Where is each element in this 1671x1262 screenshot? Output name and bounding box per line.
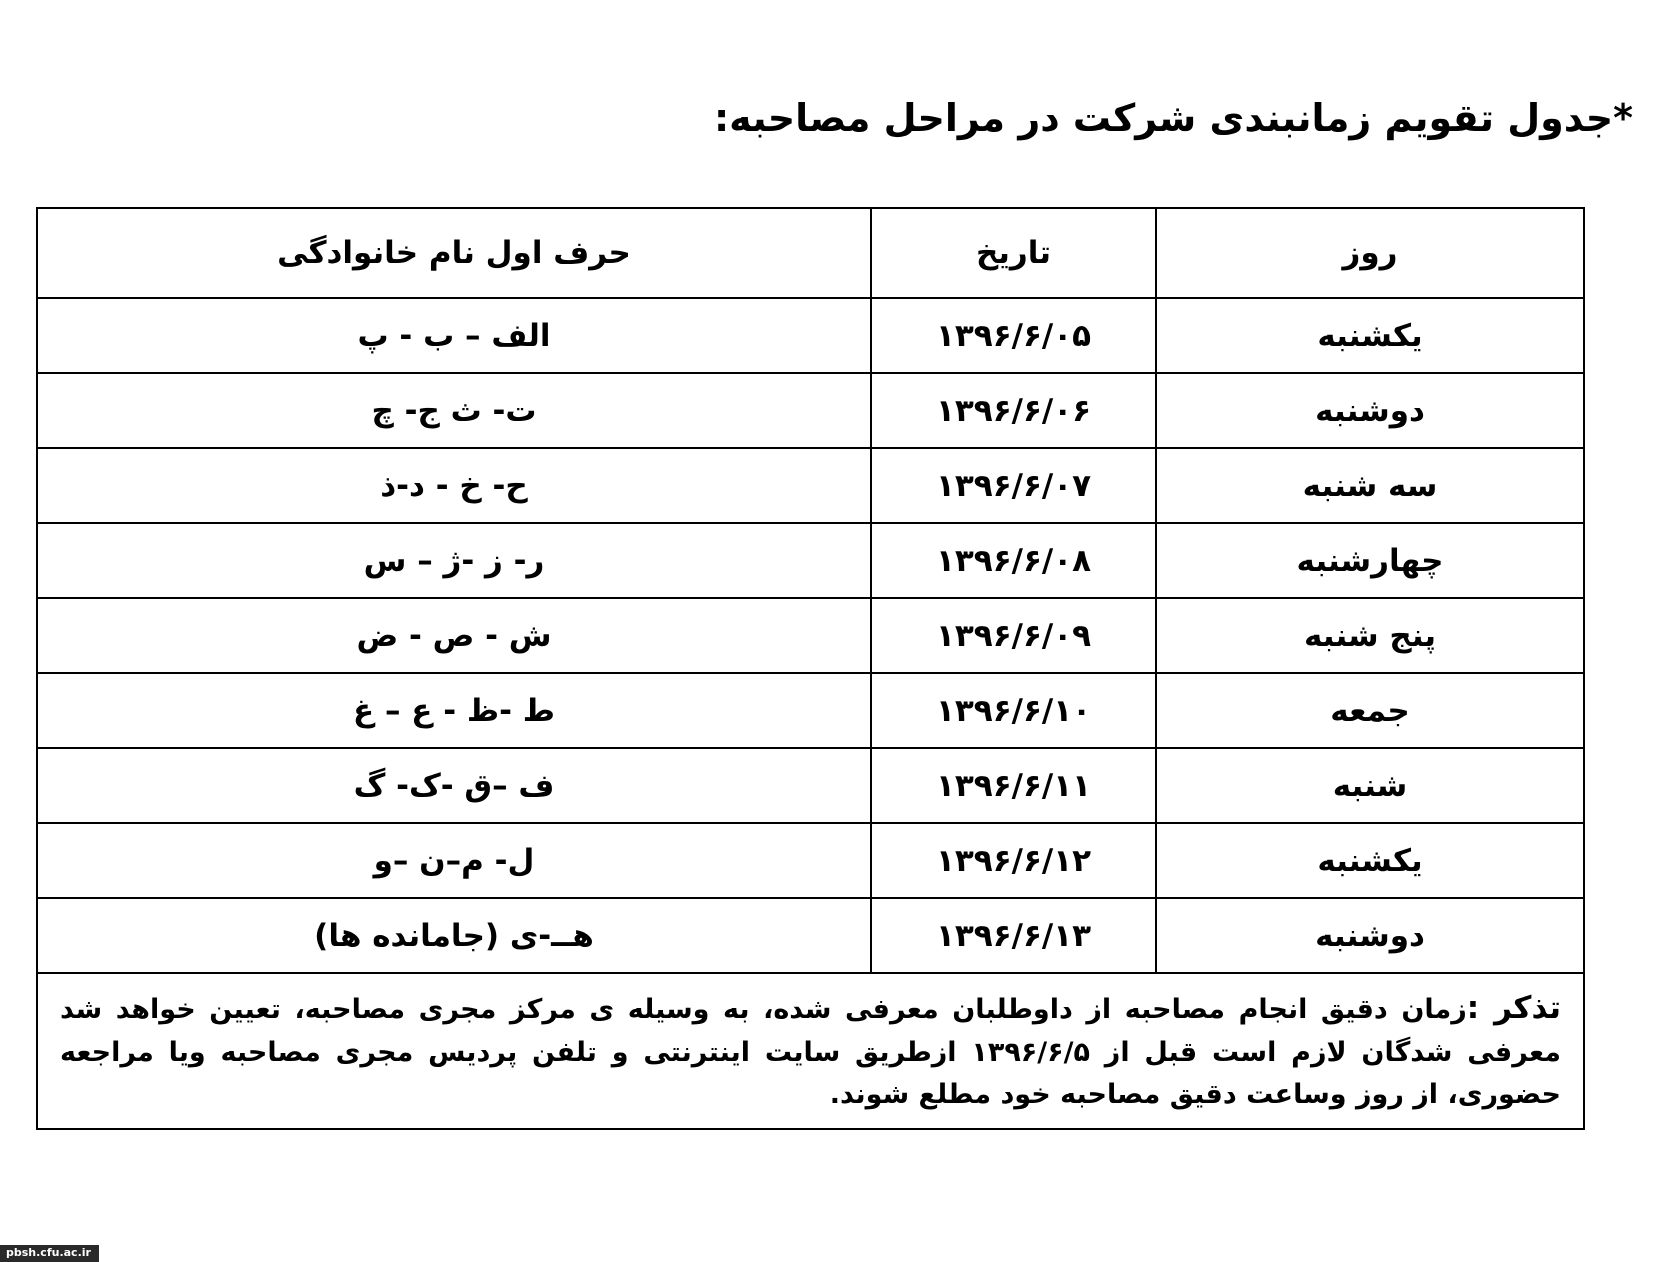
- table-row: [37, 373, 1584, 448]
- cell-letters: ح- خ - د-ذ: [37, 448, 871, 523]
- cell-letters: ر- ز -ژ – س: [37, 523, 871, 598]
- cell-day: شنبه: [1156, 748, 1584, 823]
- cell-day: یکشنبه: [1156, 298, 1584, 373]
- cell-letters: ف –ق -ک- گ: [37, 748, 871, 823]
- table-row: [37, 298, 1584, 373]
- table-row: [37, 598, 1584, 673]
- cell-date: ۱۳۹۶/۶/۱۰: [871, 673, 1156, 748]
- table-row: [37, 823, 1584, 898]
- page-title: *جدول تقویم زمانبندی شرکت در مراحل مصاحبه:: [713, 96, 1633, 140]
- cell-letters: ت- ث ج- چ: [37, 373, 871, 448]
- cell-date: ۱۳۹۶/۶/۰۸: [871, 523, 1156, 598]
- table-row: [37, 748, 1584, 823]
- cell-day: دوشنبه: [1156, 373, 1584, 448]
- cell-day: یکشنبه: [1156, 823, 1584, 898]
- note-row: [37, 973, 1584, 1129]
- cell-date: ۱۳۹۶/۶/۱۲: [871, 823, 1156, 898]
- note-label: تذکر :: [1466, 990, 1561, 1026]
- cell-day: پنج شنبه: [1156, 598, 1584, 673]
- cell-letters: ط -ظ - ع – غ: [37, 673, 871, 748]
- header-day: روز: [1156, 208, 1584, 298]
- table-row: [37, 523, 1584, 598]
- note-cell: [37, 973, 1584, 1129]
- cell-day: جمعه: [1156, 673, 1584, 748]
- cell-date: ۱۳۹۶/۶/۱۱: [871, 748, 1156, 823]
- cell-date: ۱۳۹۶/۶/۰۶: [871, 373, 1156, 448]
- table-row: [37, 673, 1584, 748]
- header-letters: حرف اول نام خانوادگی: [37, 208, 871, 298]
- cell-date: ۱۳۹۶/۶/۰۵: [871, 298, 1156, 373]
- cell-date: ۱۳۹۶/۶/۱۳: [871, 898, 1156, 973]
- header-date: تاریخ: [871, 208, 1156, 298]
- cell-date: ۱۳۹۶/۶/۰۹: [871, 598, 1156, 673]
- schedule-table: [36, 207, 1585, 1130]
- table-header-row: [37, 208, 1584, 298]
- cell-letters: الف – ب - پ: [37, 298, 871, 373]
- watermark-badge: pbsh.cfu.ac.ir: [0, 1245, 99, 1262]
- cell-day: چهارشنبه: [1156, 523, 1584, 598]
- cell-letters: ش - ص - ض: [37, 598, 871, 673]
- cell-day: سه شنبه: [1156, 448, 1584, 523]
- cell-date: ۱۳۹۶/۶/۰۷: [871, 448, 1156, 523]
- cell-day: دوشنبه: [1156, 898, 1584, 973]
- table-body: [37, 298, 1584, 1129]
- cell-letters: ل- م–ن –و: [37, 823, 871, 898]
- cell-letters: هــ-ی (جامانده ها): [37, 898, 871, 973]
- table-row: [37, 448, 1584, 523]
- table-row: [37, 898, 1584, 973]
- note-text: زمان دقیق انجام مصاحبه از داوطلبان معرفی شده، به وسیله ی مرکز مجری مصاحبه، تعیین خواهد شد معرفی شدگان لازم است قبل از ۱۳۹۶/۶/۵ ازطریق سایت اینترنتی و تلفن پردیس مجری مصاحبه ویا مراجعه حضوری، از روز وساعت دقیق مصاحبه خود مطلع شوند.: [60, 994, 1561, 1110]
